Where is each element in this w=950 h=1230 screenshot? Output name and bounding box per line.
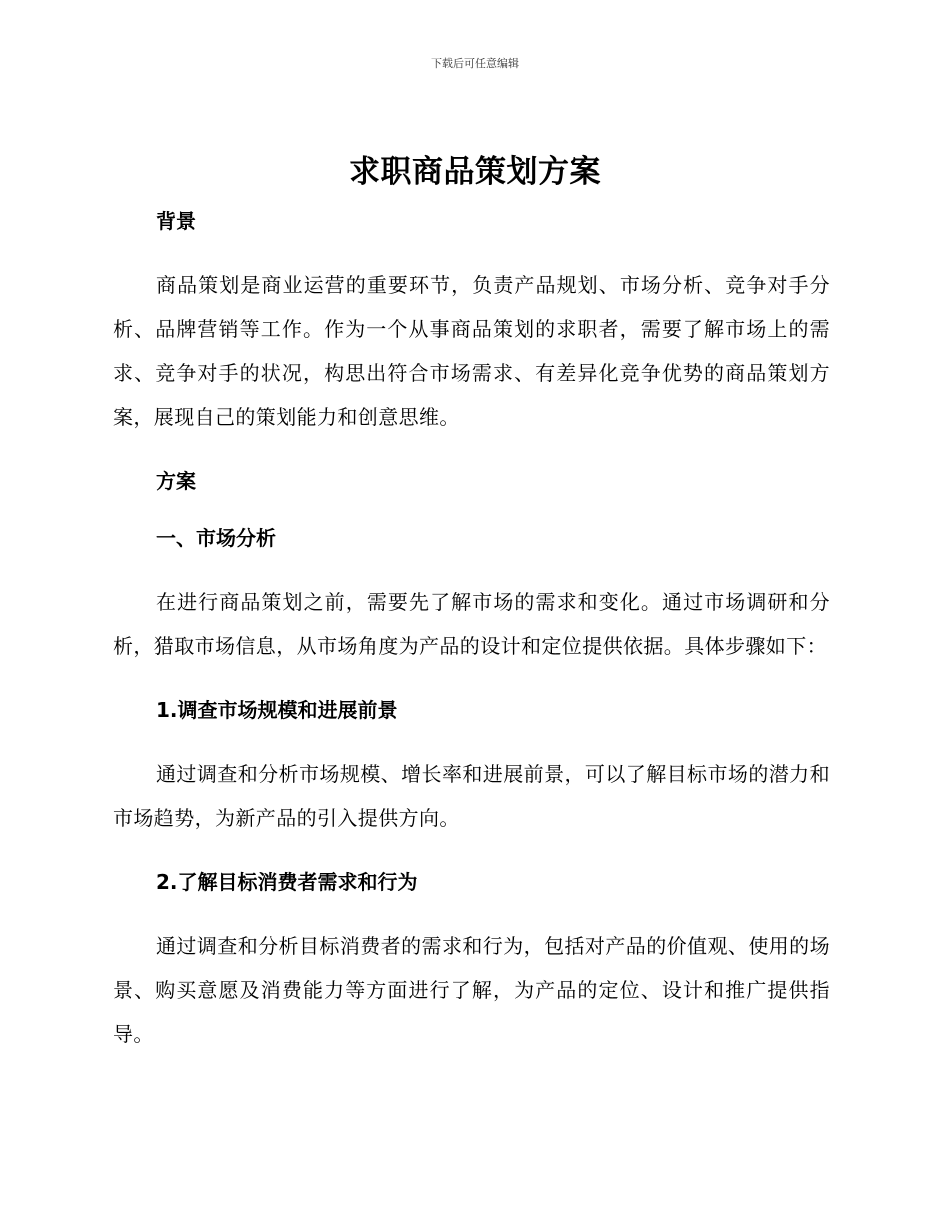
document-title: 求职商品策划方案 [349,154,601,190]
document-body [113,206,830,1056]
subheading-consumer-needs: 2.了解目标消费者需求和行为 [156,870,418,894]
subheading-market-size: 1.调查市场规模和进展前景 [156,698,398,722]
paragraph-consumer-needs: 通过调查和分析目标消费者的需求和行为，包括对产品的价值观、使用的场景、购买意愿及消费能力等方面进行了解，为产品的定位、设计和推广提供指导。 [113,934,830,1046]
section-heading-background: 背景 [156,209,196,233]
header-note: 下载后可任意编辑 [431,57,519,70]
paragraph-market-analysis: 在进行商品策划之前，需要先了解市场的需求和变化。通过市场调研和分析，猎取市场信息，从市场角度为产品的设计和定位提供依据。具体步骤如下： [113,590,830,658]
section-heading-plan: 方案 [156,469,196,493]
section-heading-market-analysis: 一、市场分析 [156,526,276,550]
paragraph-market-size: 通过调查和分析市场规模、增长率和进展前景，可以了解目标市场的潜力和市场趋势，为新产品的引入提供方向。 [113,762,830,830]
paragraph-background: 商品策划是商业运营的重要环节，负责产品规划、市场分析、竞争对手分析、品牌营销等工作。作为一个从事商品策划的求职者，需要了解市场上的需求、竞争对手的状况，构思出符合市场需求、有差异化竞争优势的商品策划方案，展现自己的策划能力和创意思维。 [113,273,830,429]
